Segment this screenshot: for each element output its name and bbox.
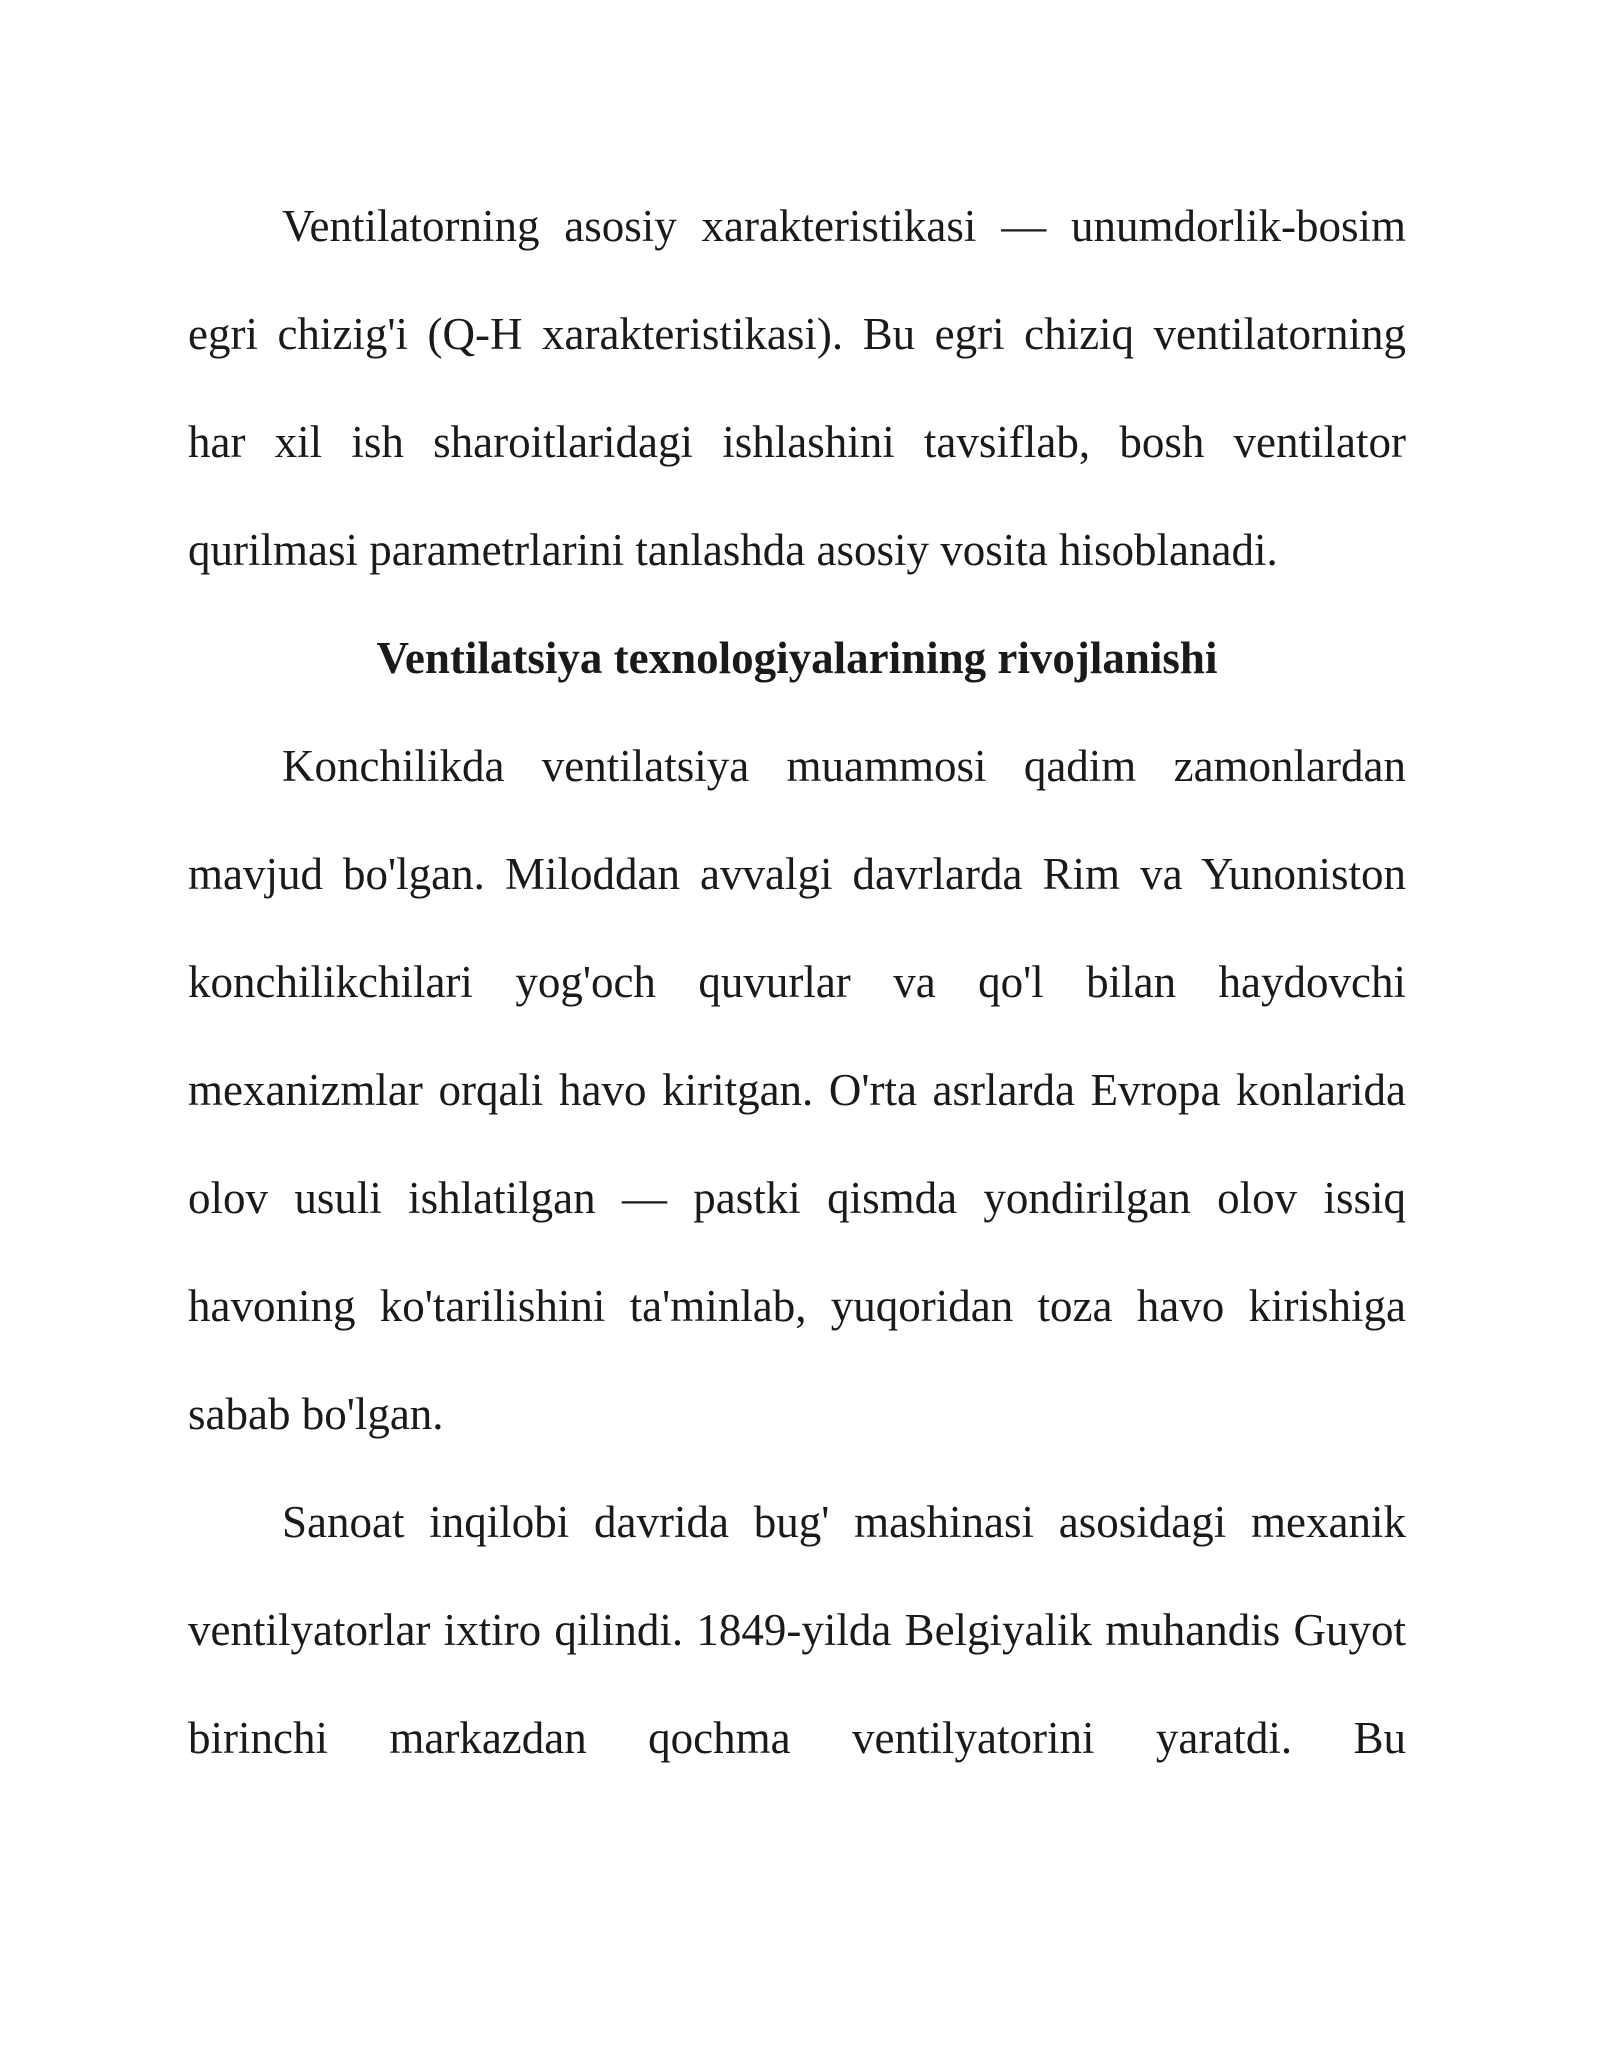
section-heading: Ventilatsiya texnologiyalarining rivojlanishi: [376, 633, 1218, 683]
paragraph-industrial-revolution: Sanoat inqilobi davrida bug' mashinasi asosidagi mexanik ventilyatorlar ixtiro qilindi. 1849-yilda Belgiyalik muhandis Guyot birinchi markazdan qochma ventilyatorini yaratdi. Bu: [188, 1497, 1406, 1763]
document-body: [188, 172, 1406, 1792]
paragraph-fan-characteristic: Ventilatorning asosiy xarakteristikasi — unumdorlik-bosim egri chizig'i (Q-H xarakteristikasi). Bu egri chiziq ventilatorning har xil ish sharoitlaridagi ishlashini tavsiflab, bosh ventilator qurilmasi parametrlarini tanlashda asosiy vosita hisoblanadi.: [188, 201, 1406, 575]
paragraph-history: Konchilikda ventilatsiya muammosi qadim zamonlardan mavjud bo'lgan. Miloddan avvalgi davrlarda Rim va Yunoniston konchilikchilari yog'och quvurlar va qo'l bilan haydovchi mexanizmlar orqali havo kiritgan. O'rta asrlarda Evropa konlarida olov usuli ishlatilgan — pastki qismda yondirilgan olov issiq havoning ko'tarilishini ta'minlab, yuqoridan toza havo kirishiga sabab bo'lgan.: [188, 741, 1406, 1439]
